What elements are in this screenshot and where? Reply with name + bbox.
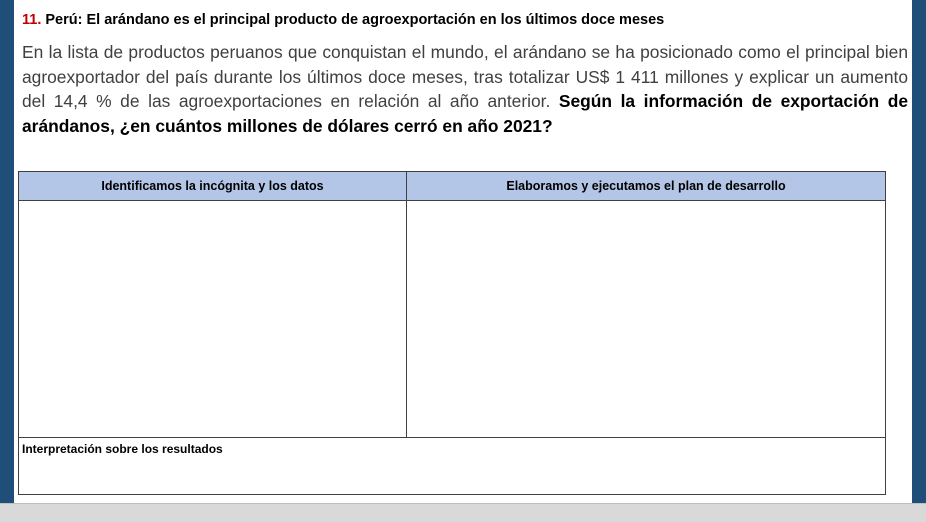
left-frame-edge [0,0,14,503]
column-divider [406,172,407,438]
plan-development-cell[interactable] [407,201,885,437]
problem-statement-text: En la lista de productos peruanos que conquistan el mundo, el arándano se ha posicionado como el principal bien agroexportador del país durante los últimos doce meses, tras totalizar US$ 1 411 millones y explicar un aumento del 14,4 % de las agroexportaciones en relación al año anterior. [22,42,908,111]
bottom-scroll-bar [0,503,926,522]
problem-title-text: Perú: El arándano es el principal producto de agroexportación en los últimos doce meses [41,12,665,28]
problem-statement [22,40,908,138]
worksheet-page [14,0,912,503]
header-plan-development: Elaboramos y ejecutamos el plan de desarrollo [506,179,786,193]
table-header-row [19,172,885,201]
problem-number: 11. [22,12,42,28]
unknowns-data-cell[interactable] [19,201,406,437]
interpretation-label: Interpretación sobre los resultados [22,442,223,456]
interpretation-divider [19,437,885,438]
header-unknowns-and-data: Identificamos la incógnita y los datos [101,179,324,193]
right-frame-edge [912,0,926,503]
problem-title [22,12,664,28]
problem-question: Según la información de exportación de arándanos, ¿en cuántos millones de dólares cerró en año 2021? [22,91,908,136]
solution-table [18,171,886,495]
interpretation-cell[interactable] [19,462,885,494]
